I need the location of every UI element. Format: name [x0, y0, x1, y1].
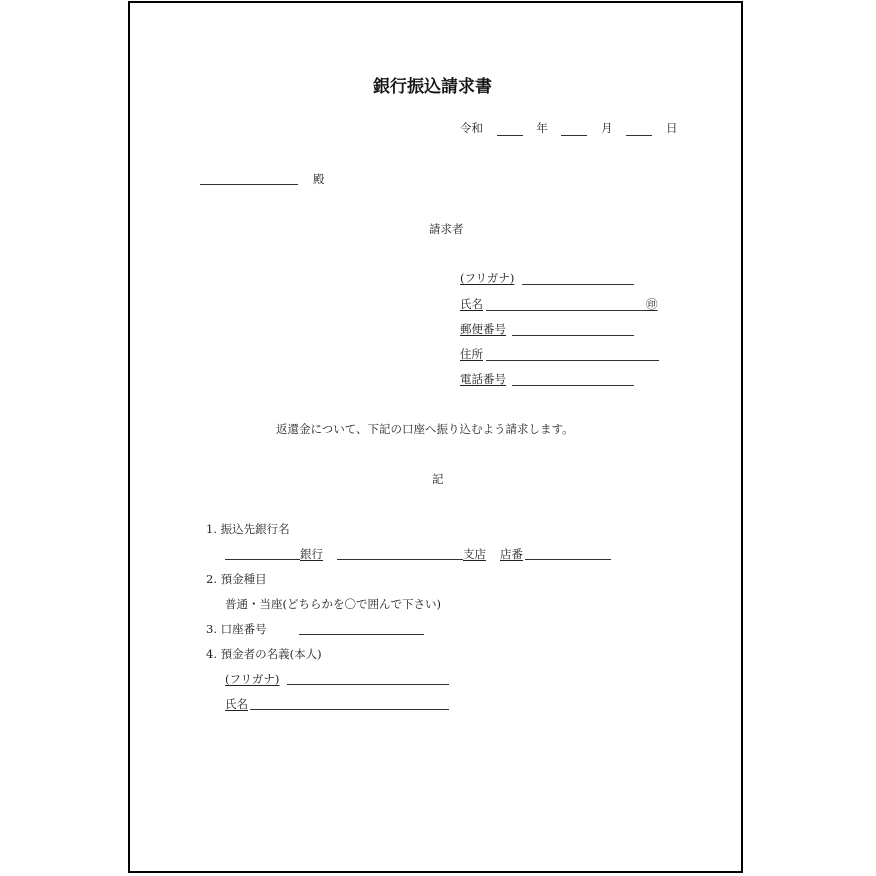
requester-phone-label: 電話番号: [460, 372, 506, 386]
holder-name-field[interactable]: [250, 696, 449, 710]
branch-suffix: 支店: [463, 547, 486, 561]
request-statement: 返還金について、下記の口座へ振り込むよう請求します。: [276, 422, 574, 436]
branch-no-field[interactable]: [525, 546, 611, 560]
requester-furigana-label: (フリガナ): [460, 271, 515, 285]
date-line: [460, 120, 677, 136]
requester-furigana-field[interactable]: [522, 271, 634, 285]
item-holder-label: 4. 預金者の名義(本人): [206, 647, 322, 661]
date-era: 令和: [460, 121, 483, 135]
requester-postal-field[interactable]: [512, 322, 634, 336]
date-year-field[interactable]: [497, 121, 523, 136]
date-month-field[interactable]: [561, 121, 587, 136]
holder-furigana-field[interactable]: [287, 671, 449, 685]
holder-name-label: 氏名: [225, 697, 248, 711]
item-account-no-label: 3. 口座番号: [206, 622, 267, 636]
requester-name-field[interactable]: [486, 297, 646, 311]
branch-no-label: 店番: [500, 547, 523, 561]
date-month-label: 月: [601, 121, 613, 135]
requester-phone-field[interactable]: [512, 372, 634, 386]
requester-address-field[interactable]: [486, 347, 659, 361]
date-day-field[interactable]: [626, 121, 652, 136]
addressee-field[interactable]: [200, 171, 298, 185]
requester-heading: 請求者: [429, 222, 464, 236]
account-no-field[interactable]: [299, 621, 424, 635]
requester-name-label: 氏名: [460, 297, 483, 311]
ki-heading: 記: [432, 472, 444, 486]
document-title: 銀行振込請求書: [373, 77, 492, 97]
holder-furigana-label: (フリガナ): [225, 672, 280, 686]
date-day-label: 日: [665, 121, 678, 135]
addressee-suffix: 殿: [313, 172, 325, 186]
deposit-type-options[interactable]: 普通・当座(どちらかを〇で囲んで下さい): [225, 597, 441, 611]
date-year-label: 年: [536, 121, 548, 135]
bank-name-field[interactable]: [225, 546, 300, 560]
item-deposit-type-label: 2. 預金種目: [206, 572, 267, 586]
requester-address-label: 住所: [460, 347, 483, 361]
bank-suffix: 銀行: [300, 547, 323, 561]
seal-mark: ㊞: [646, 297, 658, 311]
item-bank-label: 1. 振込先銀行名: [206, 522, 290, 536]
branch-name-field[interactable]: [337, 546, 463, 560]
requester-postal-label: 郵便番号: [460, 322, 506, 336]
